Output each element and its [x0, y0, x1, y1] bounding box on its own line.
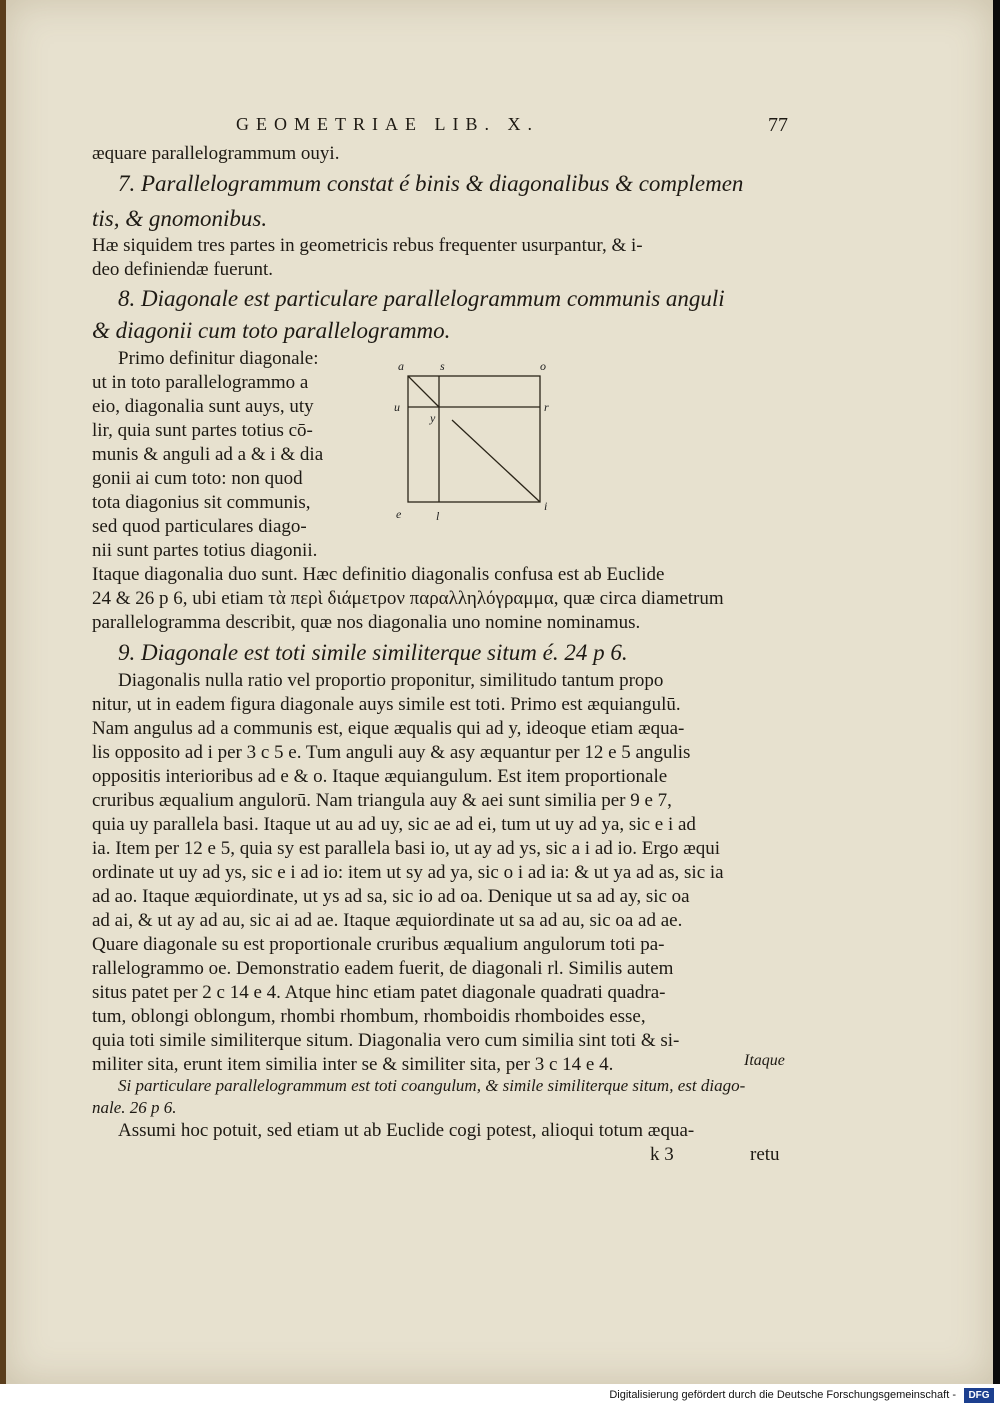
label-i: i [544, 499, 548, 513]
running-title: GEOMETRIAE LIB. X. [236, 114, 539, 134]
label-r: r [544, 400, 549, 414]
text-line: cruribus æqualium angulorū. Nam triangula auy & aei sunt similia per 9 e 7, [92, 790, 672, 811]
text-line: situs patet per 2 c 14 e 4. Atque hinc etiam patet diagonale quadrati quadra- [92, 982, 666, 1003]
text-line: lis opposito ad i per 3 c 5 e. Tum anguli auy & asy æquantur per 12 e 5 angulis [92, 742, 691, 763]
label-o: o [540, 359, 546, 373]
parallelogram-figure [390, 358, 560, 528]
text-line: Primo definitur diagonale: [118, 348, 319, 369]
page-number: 77 [768, 114, 788, 136]
section-heading: & diagonii cum toto parallelogrammo. [92, 318, 451, 343]
text-line: ia. Item per 12 e 5, quia sy est parallela basi io, ut ay ad ys, sic a i ad io. Ergo æqui [92, 838, 721, 859]
text-line: ut in toto parallelogrammo a [92, 372, 309, 393]
text-line: parallelogramma describit, quæ nos diagonalia uno nomine nominamus. [92, 612, 641, 633]
text-line: nii sunt partes totius diagonii. [92, 540, 318, 561]
footer-credit: Digitalisierung gefördert durch die Deutsche Forschungsgemeinschaft - [609, 1389, 956, 1401]
text-line: gonii ai cum toto: non quod [92, 468, 303, 489]
text-line: militer sita, erunt item similia inter se & similiter sita, per 3 c 14 e 4. [92, 1054, 614, 1075]
text-line: tota diagonius sit communis, [92, 492, 311, 513]
section-heading: 7. Parallelogrammum constat é binis & diagonalibus & complemen [118, 171, 744, 196]
text-line: ad ai, & ut ay ad au, sic ai ad ae. Itaque æquiordinate ut sa ad au, sic oa ad ae. [92, 910, 683, 931]
dfg-logo[interactable]: DFG [964, 1388, 994, 1403]
diagonal-upper [408, 376, 439, 407]
text-line: ordinate ut uy ad ys, sic e i ad io: item ut sy ad ya, sic o i ad ia: & ut ya ad as, sic ia [92, 862, 724, 883]
label-e: e [396, 507, 402, 521]
text-line: quia toti simile similiterque situm. Diagonalia vero cum similia sint toti & si- [92, 1030, 680, 1051]
catchword: retu [750, 1144, 780, 1165]
text-line: Quare diagonale su est proportionale cruribus æqualium angulorum toti pa- [92, 934, 665, 955]
text-line: tum, oblongi oblongum, rhombi rhombum, rhomboidis rhomboides esse, [92, 1006, 646, 1027]
label-y: y [430, 411, 436, 425]
text-line: quia uy parallela basi. Itaque ut au ad uy, sic ae ad ei, tum ut uy ad ya, sic e i ad [92, 814, 696, 835]
text-line: eio, diagonalia sunt auys, uty [92, 396, 314, 417]
text-line: Nam angulus ad a communis est, eique æqualis qui ad y, ideoque etiam æqua- [92, 718, 685, 739]
text-line: ad ao. Itaque æquiordinate, ut ys ad sa, sic io ad oa. Denique ut sa ad ay, sic oa [92, 886, 690, 907]
diagonal-lower [452, 420, 540, 502]
text-line: munis & anguli ad a & i & dia [92, 444, 324, 465]
section-heading: tis, & gnomonibus. [92, 206, 268, 231]
label-u: u [394, 400, 400, 414]
text-line: lir, quia sunt partes totius cō- [92, 420, 313, 441]
text-line: rallelogrammo oe. Demonstratio eadem fuerit, de diagonali rl. Similis autem [92, 958, 674, 979]
text-line: Itaque diagonalia duo sunt. Hæc definitio diagonalis confusa est ab Euclide [92, 564, 665, 585]
proposition-italic: Si particulare parallelogrammum est toti coangulum, & simile similiterque situm, est diago- [118, 1076, 746, 1095]
text-line: Hæ siquidem tres partes in geometricis rebus frequenter usurpantur, & i- [92, 235, 643, 256]
signature-mark: k 3 [650, 1144, 674, 1165]
text-line: deo definiendæ fuerunt. [92, 259, 273, 280]
text-line: 24 & 26 p 6, ubi etiam τὰ περὶ διάμετρον παραλληλόγραμμα, quæ circa diametrum [92, 588, 724, 609]
text-line: oppositis interioribus ad e & o. Itaque æquiangulum. Est item proportionale [92, 766, 668, 787]
text-line: Diagonalis nulla ratio vel proportio proponitur, similitudo tantum propo [118, 670, 664, 691]
label-a: a [398, 359, 404, 373]
catchword-itaque: Itaque [744, 1052, 785, 1069]
text-line: Assumi hoc potuit, sed etiam ut ab Euclide cogi potest, alioqui totum æqua- [118, 1120, 695, 1141]
text-line: sed quod particulares diago- [92, 516, 307, 537]
proposition-italic: nale. 26 p 6. [92, 1098, 177, 1117]
section-heading: 9. Diagonale est toti simile similiterque situm é. 24 p 6. [118, 640, 628, 665]
section-heading: 8. Diagonale est particulare parallelogrammum communis anguli [118, 286, 725, 311]
label-s: s [440, 359, 445, 373]
text-line: æquare parallelogrammum ouyi. [92, 143, 340, 164]
text-line: nitur, ut in eadem figura diagonale auys simile est toti. Primo est æquiangulū. [92, 694, 681, 715]
label-l: l [436, 509, 440, 523]
